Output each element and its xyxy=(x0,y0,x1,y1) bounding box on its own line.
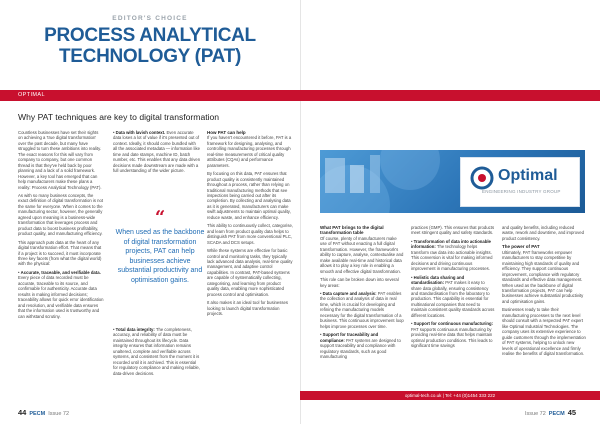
logo-subtitle: ENGINEERING INDUSTRY GROUP xyxy=(482,189,561,194)
bullet-body: The technology helps transform raw data into actionable insights. This conversion is vital for making informed decisions and driving continuous improvement in manufacturing processes. xyxy=(411,244,493,272)
bullet-item: • Support for continuous manufacturing: PAT supports continuous manufacturing by providing real-time data that helps maintain optimal production conditions. This leads to significant time savings xyxy=(411,321,493,349)
right-column-1 xyxy=(320,225,404,362)
bullet-item: • Accurate, traceable, and verifiable data. Every piece of data recorded must be accurate, traceable to its source, and confirmable for authenticity. Accurate data results in making informed decisions; traceability allows for quick error identification and resolution, and verifiable data ensures that the information used is trustworthy and can withstand scrutiny. xyxy=(18,269,104,319)
bullet-item: • Total data integrity: The completeness, accuracy, and reliability of data must be maintained throughout its lifecycle. Data integrity ensures that information remains unaltered, complete and verifiable across systems, and consistent from the moment it is recorded until it is archived. This is essential for regulatory compliance and making reliable, data-driven decisions. xyxy=(113,327,200,376)
bullet-body: PAT makes it easy to share data globally, ensuring consistency and standardisation from the laboratory to production. This capability is essential for multinational companies that need to maintain consistent quality standards across different locations. xyxy=(411,280,495,318)
article-subheading: Why PAT techniques are key to digital transformation xyxy=(18,112,220,122)
contact-bar xyxy=(300,391,600,400)
issue-label: Issue 72 xyxy=(525,411,546,417)
paragraph: This approach puts data at the heart of any digital transformation effort. That means that if a project is to succeed, it must incorporate three key facets (from what the digital world) with the physical: xyxy=(18,239,102,267)
bullet-title: Data capture and analysis: xyxy=(322,290,377,296)
paragraph: Businesses ready to take their manufacturing processes to the next level should consult with a respected PAT expert like Optimal Industrial Technologies. The company uses its extensive experience to guide customers through the implementation of PAT systems, helping to unlock new levels of operational excellence and firmly realise the benefits of digital transformation. xyxy=(502,307,586,356)
page-number: 44 xyxy=(18,408,27,417)
pull-quote xyxy=(113,207,207,286)
column-heading: The power of PAT xyxy=(502,244,540,250)
bullet-item: • Transformation of data into actionable information: The technology helps transform raw data into actionable insights. This conversion is vital for making informed decisions and driving continuous improvement in manufacturing processes. xyxy=(411,238,493,272)
left-column-2-top xyxy=(113,130,201,177)
paragraph: Of course, plenty of manufacturers make use of PAT without enacting a full digital transformation. However, the framework's ability to capture, analyse, contextualise and make available real-time and historical data allows it to play a key role in enabling a smooth and effective digital transformation. xyxy=(320,235,404,274)
left-folio xyxy=(18,408,69,417)
logo-text: Optimal xyxy=(498,167,558,184)
column-heading: How PAT can help xyxy=(207,130,246,135)
section-label: OPTIMAL xyxy=(18,92,45,98)
bullet-body: PAT enables the collection and analysis of data in real time, which is crucial for developing and refining the manufacturing models necessary for the digital transformation of a business. This continuous improvement loop helps improve processes over time. xyxy=(320,290,404,329)
page-number: 45 xyxy=(567,408,577,417)
kicker: EDITOR'S CHOICE xyxy=(112,15,188,22)
contact-info: optimal-tech.co.uk | Tel: +44 (0)1454 333 222 xyxy=(404,392,496,398)
paragraph: This ability to continuously collect, categorise, and learn from product quality data helps to distinguish PAT from more conventional PLC, SCADA and DCS setups. xyxy=(207,223,293,245)
right-column-3 xyxy=(502,225,586,359)
hero-image xyxy=(320,150,585,213)
headline-line-2: TECHNOLOGY (PAT) xyxy=(58,46,242,67)
left-column-3 xyxy=(207,130,293,320)
left-column-2-bottom xyxy=(113,327,201,379)
paragraph: While these systems are effective for basic control and monitoring tasks, they typically lack advanced data analysis, real-time quality management, and adaptive control capabilities. In contrast, PAT-based systems are capable of systematically collecting, categorising, and learning from product quality data, enabling more sophisticated process control and optimisation. xyxy=(207,248,293,297)
right-folio xyxy=(525,408,576,417)
publication-name: PECM xyxy=(548,411,565,417)
bullet-body: PAT systems are designed to support traceability and compliance with regulatory standards, such as good manufacturing xyxy=(320,337,401,359)
pull-quote-text: When used as the backbone of digital transformation projects, PAT can help businesses achieve substantial productivity and optimisation gains. xyxy=(115,229,205,284)
paragraph: Ultimately, PAT frameworks empower manufacturers to stay competitive by maintaining high standards of quality and efficiency. They support continuous improvement, compliance with regulatory standards and effective data management. When used as the backbone of digital transformation projects, PAT can help businesses achieve substantial productivity and optimisation gains. xyxy=(502,249,584,304)
bullet-body: The completeness, accuracy, and reliability of data must be maintained throughout its lifecycle. Data integrity ensures that information remains unaltered, complete and verifiable across systems, and consistent from the moment it is recorded until it is archived. This is essential for regulatory compliance and making reliable, data-driven decisions. xyxy=(113,327,200,376)
bullet-title: Total data integrity: xyxy=(115,327,155,332)
bullet-body: PAT supports continuous manufacturing by providing real-time data that helps maintain optimal production conditions. This leads to significant time savings xyxy=(411,326,493,349)
bullet-title: Support for continuous manufacturing: xyxy=(413,321,493,327)
paragraph: Countless businesses have set their sights on achieving a 'true digital transformation' over the past decade, but many have struggled to turn these ambitions into reality. The exact reasons for this will vary from company to company, but one common thread is that they've held back by poor planning and a lack of a solid framework. However, a key tool has emerged that can help manufacturers make these plans a reality: Process Analytical Technology (PAT). xyxy=(18,130,102,190)
bullet-title: Accurate, traceable, and verifiable data. xyxy=(20,269,101,275)
bullet-item: • Data with lavish context. Even accurate data loses a lot of value if it's presented out of context. Ideally, it should come bundled with all the associated metadata — information like time and date stamps, machine ID, batch number, etc. This enables that any data driven decisions made downstream are made with a full understanding of the wider picture. xyxy=(113,130,201,174)
bullet-body: Every piece of data recorded must be accurate, traceable to its source, and confirmable for authenticity. Accurate data results in making informed decisions; traceability allows for quick error identification and resolution, and verifiable data ensures that the information used is trustworthy and can withstand scrutiny. xyxy=(18,275,104,319)
bullet-title: Support for traceability and compliance: xyxy=(320,332,379,343)
paragraph: As with so many business concepts, the exact definition of digital transformation is not the same for everyone. When it comes to the manufacturing sector, however, the generally agreed upon meaning is a business-wide transformation that leverages process and product data to boost business profitability, product quality, and manufacturing efficiency. xyxy=(18,192,104,237)
publication-name: PECM xyxy=(29,411,46,417)
bullet-title: Transformation of data into actionable information: xyxy=(411,238,491,250)
bullet-item: • Support for traceability and compliance: PAT systems are designed to support traceability and compliance with regulatory standards, such as good manufacturing xyxy=(320,332,401,359)
column-heading: What PAT brings to the digital transformation table xyxy=(320,225,384,236)
optimal-logo-icon xyxy=(470,166,494,190)
paragraph: It also makes it an ideal tool for businesses looking to launch digital transformation projects. xyxy=(207,300,289,317)
bullet-body: Even accurate data loses a lot of value if it's presented out of context. Ideally, it should come bundled with all the associated metadata — information like time and date stamps, machine ID, batch number, etc. This enables that any data driven decisions made downstream are made with a full understanding of the wider picture. xyxy=(113,130,201,174)
bullet-title: Holistic data sharing and standardisation: xyxy=(411,274,465,286)
paragraph: If you haven't encountered it before, PAT is a framework for designing, analysing, and controlling manufacturing processes through real-time measurements of critical quality attributes (CQAs) and performance parameters. xyxy=(207,135,292,168)
article-headline xyxy=(0,25,300,67)
paragraph: and quality benefits, including reduced waste, rework and downtime, and improved product consistency. xyxy=(502,225,584,241)
bullet-item: • Data capture and analysis: PAT enables the collection and analysis of data in real time, which is crucial for developing and refining the manufacturing models necessary for the digital transformation of a business. This continuous improvement loop helps improve processes over time. xyxy=(320,290,404,329)
left-column-1 xyxy=(18,130,104,322)
headline-line-1: PROCESS ANALYTICAL xyxy=(44,25,256,46)
paragraph: practices (GMP). This ensures that products meet stringent quality and safety standards. xyxy=(411,225,495,236)
bullet-title: Data with lavish context. xyxy=(115,130,166,135)
issue-label: Issue 72 xyxy=(48,411,70,417)
bullet-item: • Holistic data sharing and standardisation: PAT makes it easy to share data globally, ensuring consistency and standardisation from the laboratory to production. This capability is essential for multinational companies that need to maintain consistent quality standards across different locations. xyxy=(411,274,495,318)
paragraph: By focusing on this data, PAT ensures that product quality is consistently maintained throughout a process, rather than relying on traditional manufacturing methods that see inspections being carried out after its completion. By collecting and analysing data as it is generated, manufacturers can make swift adjustments to maintain optimal quality, reduce waste, and enhance efficiency. xyxy=(207,171,291,220)
right-column-2 xyxy=(411,225,495,352)
paragraph: This role can be broken down into several key areas: xyxy=(320,277,399,288)
quote-mark-icon: “ xyxy=(154,207,166,228)
